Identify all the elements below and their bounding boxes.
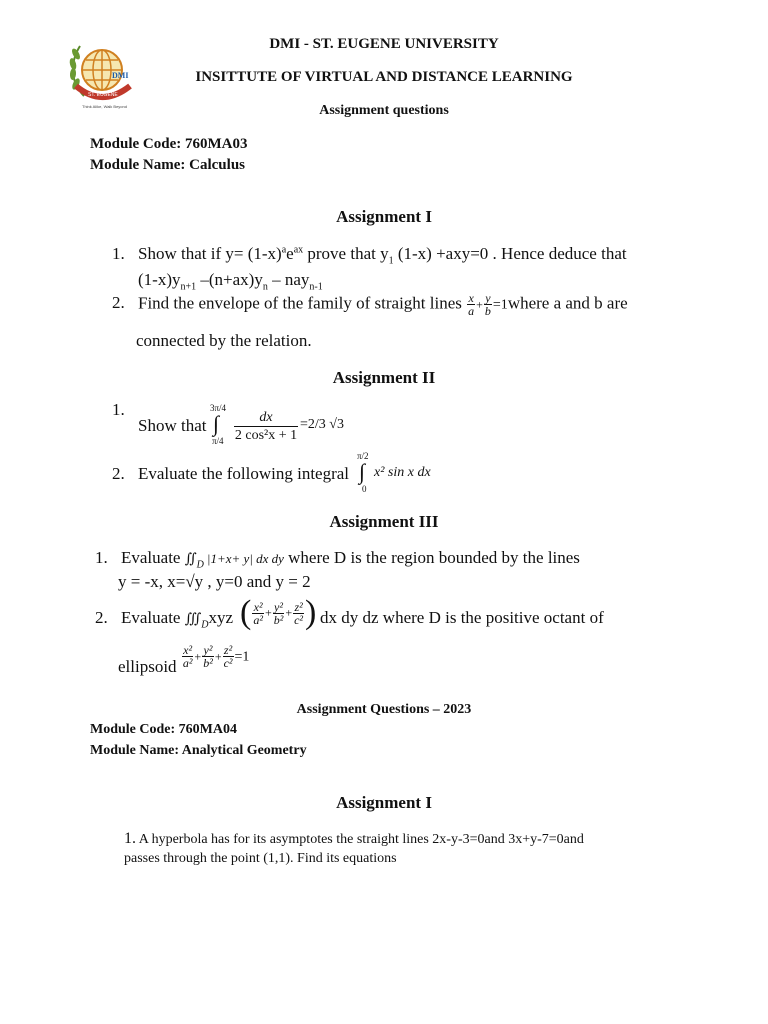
plus-sign: + — [264, 605, 272, 620]
integral-lower-limit: 0 — [362, 484, 367, 494]
fraction-z2-c2: $\frac{\text{z²}}{\text{c²}}$ — [294, 599, 304, 627]
superscript: a — [281, 244, 287, 256]
institute-name: INSITTUTE OF VIRTUAL AND DISTANCE LEARNING — [195, 69, 573, 85]
question-text: xyz — [208, 608, 234, 627]
sum-of-squares-expression — [240, 594, 316, 642]
question-text: – nay — [267, 270, 310, 289]
denominator: 2 cos²x + 1 — [234, 428, 298, 443]
question-1-continued: passes through the point (1,1). Find its equations — [124, 851, 397, 866]
subscript: n+1 — [180, 281, 197, 293]
question-text: Find the envelope of the family of straight lines — [138, 293, 467, 313]
plus-sign: + — [476, 297, 483, 312]
question-text: Evaluate — [121, 548, 185, 567]
question-2-continued: connected by the relation. — [136, 331, 312, 350]
question-number: 2. — [112, 464, 125, 483]
question-2 — [112, 464, 349, 484]
fraction-y2-b2: $\frac{\text{y²}}{\text{b²}}$ — [273, 599, 284, 627]
question-text: (1-x) +axy=0 . Hence deduce that — [393, 244, 627, 263]
fraction-x-over-a: $\frac{x}{a}$ — [468, 291, 475, 318]
question-text: –(n+ax)y — [196, 270, 263, 289]
fraction-x2-a2: $\frac{\text{x²}}{\text{a²}}$ — [182, 643, 193, 670]
integral-lower-limit: π/4 — [212, 436, 224, 446]
assignment-title: Assignment II — [332, 368, 436, 387]
question-number: 1. — [124, 830, 136, 847]
integral-sign: ∫ — [213, 411, 220, 436]
integrand: |1+x+ y| dx dy — [206, 551, 284, 566]
question-number: 1. — [95, 548, 108, 567]
question-1-continued: y = -x, x=√y , y=0 and y = 2 — [118, 572, 311, 591]
assignment-title: Assignment I — [336, 793, 432, 812]
question-2 — [112, 292, 628, 317]
logo-ring-text: ST. EUGENE — [88, 92, 118, 98]
question-text: where a and b are — [507, 293, 628, 313]
logo-dmi-text: DMI — [112, 71, 129, 80]
fraction-x2-a2: $\frac{\text{x²}}{\text{a²}}$ — [253, 599, 263, 627]
integral-sign: ∫ — [359, 459, 366, 484]
triple-integral-sign: ∭ — [184, 612, 202, 627]
module-name: Module Name: Calculus — [90, 157, 245, 173]
question-text: e — [286, 244, 294, 263]
equals-one: =1 — [492, 297, 508, 313]
question-text: ellipsoid — [118, 657, 181, 677]
question-number: 1. — [112, 244, 125, 263]
question-text: prove that y — [303, 244, 389, 263]
question-2 — [95, 608, 233, 630]
question-number: 2. — [112, 293, 125, 313]
question-text: (1-x)y — [138, 270, 181, 289]
section-heading: Assignment Questions – 2023 — [296, 702, 472, 717]
left-paren: ( — [240, 594, 252, 631]
question-text: Show that — [138, 416, 207, 435]
integral-upper-limit: 3π/4 — [210, 403, 227, 413]
question-1 — [112, 400, 206, 448]
fraction-y2-b2: $\frac{\text{y²}}{\text{b²}}$ — [203, 643, 213, 670]
question-2-continued — [118, 643, 250, 677]
integral-result: =2/3 √3 — [300, 417, 344, 432]
question-1-continued — [138, 270, 323, 292]
integral-upper-limit: π/2 — [357, 451, 369, 461]
double-integral-sign: ∬ — [184, 552, 197, 567]
fraction-y-over-b: $\frac{y}{b}$ — [484, 291, 491, 318]
question-text: A hyperbola has for its asymptotes the straight lines 2x-y-3=0and 3x+y-7=0and — [136, 832, 584, 847]
question-1 — [112, 244, 627, 266]
numerator: dx — [234, 410, 298, 427]
plus-sign: + — [214, 649, 222, 664]
subscript: n-1 — [309, 281, 323, 293]
logo-motto: Think Alike, Walk Beyond — [82, 104, 127, 109]
question-1 — [95, 548, 580, 570]
integrand-fraction — [234, 410, 298, 445]
question-text: Evaluate the following integral — [138, 464, 350, 483]
question-text: dx dy dz where D is the positive octant of — [320, 608, 604, 627]
equals-one: =1 — [234, 649, 250, 665]
plus-sign: + — [285, 605, 293, 620]
module-name: Module Name: Analytical Geometry — [90, 743, 307, 758]
question-text: Show that if y= (1-x) — [138, 244, 282, 263]
assignment-title: Assignment III — [329, 512, 439, 531]
university-name: DMI - ST. EUGENE UNIVERSITY — [269, 36, 499, 52]
question-1 — [124, 830, 584, 848]
fraction-z2-c2: $\frac{\text{z²}}{\text{c²}}$ — [223, 643, 233, 670]
module-code: Module Code: 760MA03 — [90, 136, 248, 152]
region-subscript: D — [201, 619, 209, 631]
question-text: where D is the region bounded by the lines — [283, 548, 580, 567]
module-code: Module Code: 760MA04 — [90, 722, 237, 737]
assignment-title: Assignment I — [336, 207, 432, 226]
subscript: n — [262, 281, 268, 293]
right-paren: ) — [305, 594, 317, 631]
document-subtitle: Assignment questions — [319, 103, 449, 118]
question-number: 2. — [95, 608, 108, 627]
question-text: Evaluate — [121, 608, 185, 627]
superscript: ax — [293, 244, 304, 256]
subscript: 1 — [388, 255, 394, 267]
plus-sign: + — [194, 649, 202, 664]
region-subscript: D — [196, 559, 204, 571]
question-number: 1. — [112, 400, 125, 419]
integrand: x² sin x dx — [374, 465, 431, 480]
